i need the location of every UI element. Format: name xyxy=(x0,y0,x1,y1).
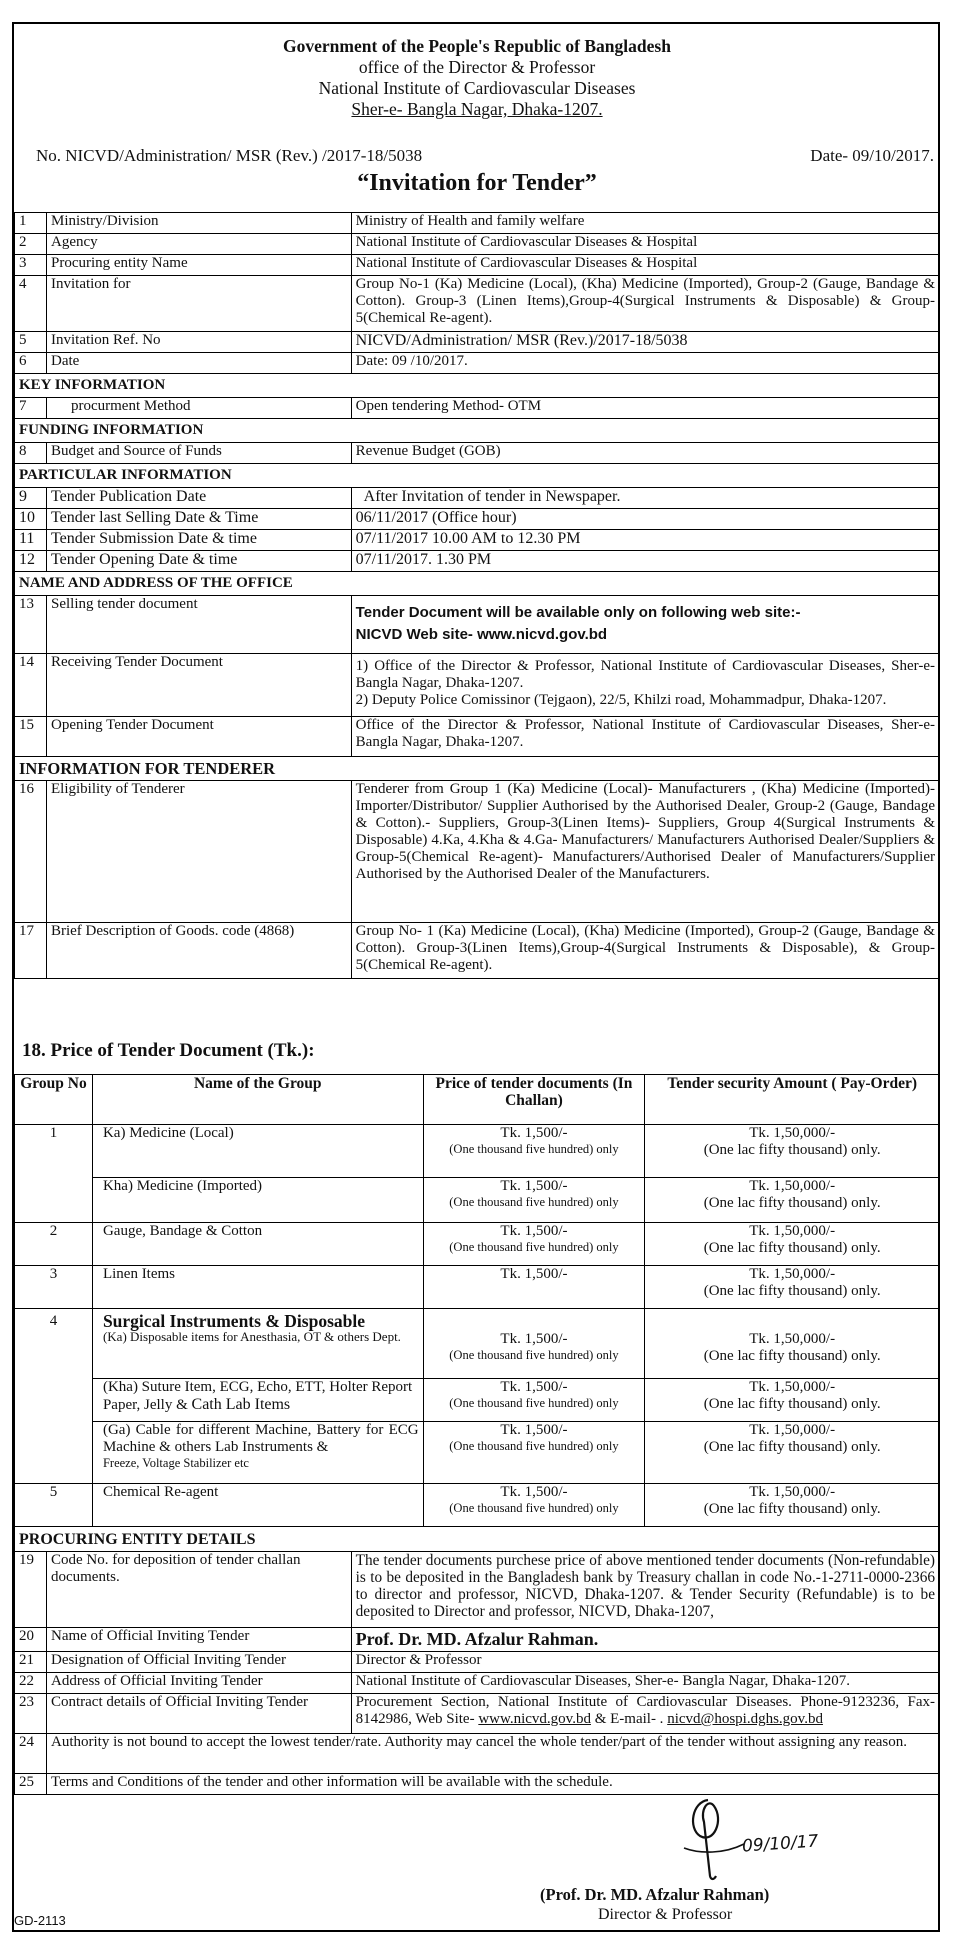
price-words: (One thousand five hundred) only xyxy=(449,1240,619,1254)
table-row xyxy=(15,1422,940,1484)
group-4-ka: (Ka) Disposable items for Anesthasia, OT & others Dept. xyxy=(102,1329,401,1344)
row-label: Code No. for deposition of tender challan documents. xyxy=(46,1552,351,1628)
funding-info-heading: FUNDING INFORMATION xyxy=(15,419,940,443)
reference-number: No. NICVD/Administration/ MSR (Rev.) /2017-18/5038 xyxy=(36,146,423,165)
price-cell xyxy=(423,1309,645,1379)
row-no: 7 xyxy=(15,398,47,419)
security-amount: Tk. 1,50,000/- xyxy=(749,1178,836,1194)
row-label: Invitation for xyxy=(46,276,351,332)
table-row xyxy=(15,255,940,276)
row-value: Director & Professor xyxy=(351,1652,939,1673)
row-no: 23 xyxy=(15,1694,47,1734)
row-value: Open tendering Method- OTM xyxy=(351,398,939,419)
institute-line: National Institute of Cardiovascular Diseases xyxy=(318,78,636,98)
col-group-no: Group No xyxy=(15,1075,93,1125)
price-section-heading: 18. Price of Tender Document (Tk.): xyxy=(22,1040,315,1061)
security-words: (One lac fifty thousand) only. xyxy=(703,1240,881,1256)
price-cell xyxy=(423,1484,645,1527)
address-line: Sher-e- Bangla Nagar, Dhaka-1207. xyxy=(351,99,603,119)
table-row xyxy=(15,654,940,717)
row-label: Procuring entity Name xyxy=(46,255,351,276)
table-row xyxy=(15,1309,940,1379)
group-4-ga: (Ga) Cable for different Machine, Battery for ECG Machine & others Lab Instruments & xyxy=(102,1422,419,1455)
procuring-heading: PROCURING ENTITY DETAILS xyxy=(15,1527,940,1552)
govt-line: Government of the People's Republic of Bangladesh xyxy=(283,36,671,56)
page-title: “Invitation for Tender” xyxy=(357,170,597,196)
row-no: 22 xyxy=(15,1673,47,1694)
section-heading-row xyxy=(15,374,940,398)
row-value: NICVD/Administration/ MSR (Rev.)/2017-18/5038 xyxy=(351,332,939,353)
table-row xyxy=(15,923,940,979)
row-label: Brief Description of Goods. code (4868) xyxy=(46,923,351,979)
row-value: Date: 09 /10/2017. xyxy=(351,353,939,374)
table-row xyxy=(15,1379,940,1422)
price-cell xyxy=(423,1223,645,1266)
group-no: 1 xyxy=(15,1125,93,1223)
price-header-row xyxy=(15,1075,940,1125)
row-value: Prof. Dr. MD. Afzalur Rahman. xyxy=(351,1628,939,1652)
row-label: Designation of Official Inviting Tender xyxy=(46,1652,351,1673)
row-no: 25 xyxy=(15,1774,47,1795)
price-words: (One thousand five hundred) only xyxy=(449,1439,619,1453)
procuring-entity-table xyxy=(14,1526,940,1795)
row-no: 13 xyxy=(15,596,47,654)
row-no: 17 xyxy=(15,923,47,979)
security-words: (One lac fifty thousand) only. xyxy=(703,1142,881,1158)
row-value: National Institute of Cardiovascular Diseases, Sher-e- Bangla Nagar, Dhaka-1207. xyxy=(351,1673,939,1694)
price-cell xyxy=(423,1422,645,1484)
letterhead xyxy=(0,36,954,120)
section-heading-row xyxy=(15,757,940,781)
price-amount: Tk. 1,500/- xyxy=(500,1484,568,1500)
row-label: Selling tender document xyxy=(46,596,351,654)
receiving-office-1: 1) Office of the Director & Professor, National Institute of Cardiovascular Diseases, Sher-e- Bangla Nagar, Dhaka-1207. xyxy=(355,658,935,691)
row-value: Ministry of Health and family welfare xyxy=(351,213,939,234)
table-row xyxy=(15,398,940,419)
row-label: Receiving Tender Document xyxy=(46,654,351,717)
table-row xyxy=(15,1673,940,1694)
section-heading-row xyxy=(15,572,940,596)
table-row xyxy=(15,1552,940,1628)
row-no: 5 xyxy=(15,332,47,353)
row-value: Group No- 1 (Ka) Medicine (Local), (Kha) Medicine (Imported), Group-2 (Gauge, Bandage & Cotton). Group-3(Linen Items),Group-4(Surgical Instruments & Disposable), & Group-5(Chemical Re-agent). xyxy=(351,923,939,979)
price-amount: Tk. 1,500/- xyxy=(500,1331,568,1347)
table-row xyxy=(15,488,940,509)
section-heading-row xyxy=(15,419,940,443)
price-cell xyxy=(423,1379,645,1422)
table-row xyxy=(15,1125,940,1178)
security-words: (One lac fifty thousand) only. xyxy=(703,1283,881,1299)
security-amount: Tk. 1,50,000/- xyxy=(749,1379,836,1395)
row-value: 07/11/2017 10.00 AM to 12.30 PM xyxy=(351,530,939,551)
row-no: 20 xyxy=(15,1628,47,1652)
security-cell xyxy=(645,1178,940,1223)
website-link[interactable]: NICVD Web site- www.nicvd.gov.bd xyxy=(355,626,608,643)
row-no: 2 xyxy=(15,234,47,255)
group-4-kha: (Kha) Suture Item, ECG, Echo, ETT, Holter Report Paper, Jelly & xyxy=(102,1379,413,1413)
row-label: Invitation Ref. No xyxy=(46,332,351,353)
row-label: Date xyxy=(46,353,351,374)
group-name: Kha) Medicine (Imported) xyxy=(92,1178,423,1223)
security-words: (One lac fifty thousand) only. xyxy=(703,1348,881,1364)
row-label: Name of Official Inviting Tender xyxy=(46,1628,351,1652)
price-amount: Tk. 1,500/- xyxy=(500,1178,568,1194)
security-cell xyxy=(645,1379,940,1422)
row-no: 24 xyxy=(15,1734,47,1774)
footer-code: GD-2113 xyxy=(14,1913,66,1928)
office-line: office of the Director & Professor xyxy=(358,57,596,77)
row-value xyxy=(351,654,939,717)
row-value: National Institute of Cardiovascular Diseases & Hospital xyxy=(351,234,939,255)
row-label: Tender Submission Date & time xyxy=(46,530,351,551)
row-label: Contract details of Official Inviting Tender xyxy=(46,1694,351,1734)
row-value: The tender documents purchese price of above mentioned tender documents (Non-refundable) is to be deposited in the Bangladesh bank by Treasury challan in code No.-1-2711-0000-2366 to director and professor, NICVD, Dhaka-1207. & Tender Security (Refundable) is to be deposited to Director and professor, NICVD, Dhaka-1207, xyxy=(351,1552,939,1628)
row-label: Address of Official Inviting Tender xyxy=(46,1673,351,1694)
section-heading-row xyxy=(15,1527,940,1552)
col-price: Price of tender documents (In Challan) xyxy=(423,1075,645,1125)
table-row xyxy=(15,781,940,923)
row-value: Terms and Conditions of the tender and other information will be available with the schedule. xyxy=(46,1774,939,1795)
tenderer-heading: INFORMATION FOR TENDERER xyxy=(15,757,940,781)
row-value: Group No-1 (Ka) Medicine (Local), (Kha) Medicine (Imported), Group-2 (Gauge, Bandage & Cotton). Group-3 (Linen Items),Group-4(Surgical Instruments & Disposable) & Group-5(Chemical Re-agent). xyxy=(351,276,939,332)
table-row xyxy=(15,596,940,654)
row-value: 07/11/2017. 1.30 PM xyxy=(351,551,939,572)
price-cell xyxy=(423,1266,645,1309)
row-label: Agency xyxy=(46,234,351,255)
row-no: 14 xyxy=(15,654,47,717)
price-amount: Tk. 1,500/- xyxy=(500,1266,568,1282)
table-row xyxy=(15,443,940,464)
group-name: Linen Items xyxy=(92,1266,423,1309)
group-no: 2 xyxy=(15,1223,93,1266)
security-amount: Tk. 1,50,000/- xyxy=(749,1223,836,1239)
row-no: 10 xyxy=(15,509,47,530)
group-name: Gauge, Bandage & Cotton xyxy=(92,1223,423,1266)
row-no: 6 xyxy=(15,353,47,374)
table-row xyxy=(15,1628,940,1652)
security-amount: Tk. 1,50,000/- xyxy=(749,1331,836,1347)
row-no: 3 xyxy=(15,255,47,276)
row-no: 21 xyxy=(15,1652,47,1673)
price-words: (One thousand five hundred) only xyxy=(449,1396,619,1410)
group-name: Ka) Medicine (Local) xyxy=(92,1125,423,1178)
row-value: Office of the Director & Professor, National Institute of Cardiovascular Diseases, Sher-e- Bangla Nagar, Dhaka-1207. xyxy=(351,717,939,757)
row-no: 12 xyxy=(15,551,47,572)
price-amount: Tk. 1,500/- xyxy=(500,1223,568,1239)
receiving-office-2: 2) Deputy Police Comissinor (Tejgaon), 22/5, Khilzi road, Mohammadpur, Dhaka-1207. xyxy=(355,692,887,708)
tender-info-table xyxy=(14,212,940,979)
security-cell xyxy=(645,1125,940,1178)
price-amount: Tk. 1,500/- xyxy=(500,1379,568,1395)
security-cell xyxy=(645,1484,940,1527)
price-amount: Tk. 1,500/- xyxy=(500,1125,568,1141)
row-value: 06/11/2017 (Office hour) xyxy=(351,509,939,530)
table-row xyxy=(15,509,940,530)
row-value: After Invitation of tender in Newspaper. xyxy=(351,488,939,509)
table-row xyxy=(15,530,940,551)
group-4-ga-extra: Freeze, Voltage Stabilizer etc xyxy=(102,1456,249,1470)
price-table xyxy=(14,1074,940,1527)
price-amount: Tk. 1,500/- xyxy=(500,1422,568,1438)
security-cell xyxy=(645,1309,940,1379)
group-name xyxy=(92,1379,423,1422)
row-no: 9 xyxy=(15,488,47,509)
price-words: (One thousand five hundred) only xyxy=(449,1501,619,1515)
row-label: Tender last Selling Date & Time xyxy=(46,509,351,530)
signatory-name: (Prof. Dr. MD. Afzalur Rahman) xyxy=(540,1885,770,1904)
price-cell xyxy=(423,1125,645,1178)
table-row xyxy=(15,1484,940,1527)
signatory-designation: Director & Professor xyxy=(598,1906,733,1923)
signature-date: 09/10/17 xyxy=(741,1831,819,1857)
row-no: 16 xyxy=(15,781,47,923)
table-row xyxy=(15,1178,940,1223)
security-cell xyxy=(645,1422,940,1484)
office-heading: NAME AND ADDRESS OF THE OFFICE xyxy=(15,572,940,596)
table-row xyxy=(15,234,940,255)
section-heading-row xyxy=(15,464,940,488)
table-row xyxy=(15,1774,940,1795)
row-label: Tender Opening Date & time xyxy=(46,551,351,572)
row-label: Tender Publication Date xyxy=(46,488,351,509)
security-amount: Tk. 1,50,000/- xyxy=(749,1422,836,1438)
table-row xyxy=(15,717,940,757)
table-row xyxy=(15,276,940,332)
row-value: Authority is not bound to accept the lowest tender/rate. Authority may cancel the whole tender/part of the tender without assigning any reason. xyxy=(46,1734,939,1774)
row-no: 15 xyxy=(15,717,47,757)
group-4-kha-cath: Cath Lab Items xyxy=(191,1396,291,1413)
security-amount: Tk. 1,50,000/- xyxy=(749,1125,836,1141)
row-value: Tenderer from Group 1 (Ka) Medicine (Local)- Manufacturers , (Kha) Medicine (Imported)- Importer/Distributor/ Supplier Authorised by the Authorised Dealer, Group-2 (Gauge, Bandage & Cotton).- Suppliers, Group-3(Linen Items)- Suppliers, Group 4(Surgical Instruments & Disposable) 4.Ka, 4.Kha & 4.Ga- Manufacturers/ Manufacturers Authorised Dealer/Suppliers & Group-5(Chemical Re-agent)- Manufacturers/Authorised Dealer of Manufacturers/Supplier Authorised by the Authorised Dealer of the Manufacturers. xyxy=(351,781,939,923)
email-link[interactable]: nicvd@hospi.dghs.gov.bd xyxy=(667,1711,823,1727)
document-date: Date- 09/10/2017. xyxy=(810,146,934,165)
table-row xyxy=(15,1223,940,1266)
group-4-title: Surgical Instruments & Disposable xyxy=(102,1311,365,1331)
particular-info-heading: PARTICULAR INFORMATION xyxy=(15,464,940,488)
table-row xyxy=(15,213,940,234)
row-value xyxy=(351,596,939,654)
website-link[interactable]: www.nicvd.gov.bd xyxy=(478,1711,591,1727)
security-amount: Tk. 1,50,000/- xyxy=(749,1484,836,1500)
group-no: 5 xyxy=(15,1484,93,1527)
col-group-name: Name of the Group xyxy=(92,1075,423,1125)
group-no: 3 xyxy=(15,1266,93,1309)
row-no: 8 xyxy=(15,443,47,464)
price-cell xyxy=(423,1178,645,1223)
price-words: (One thousand five hundred) only xyxy=(449,1348,619,1362)
group-name: Chemical Re-agent xyxy=(92,1484,423,1527)
table-row xyxy=(15,1734,940,1774)
col-security: Tender security Amount ( Pay-Order) xyxy=(645,1075,940,1125)
row-no: 11 xyxy=(15,530,47,551)
table-row xyxy=(15,1266,940,1309)
table-row xyxy=(15,1652,940,1673)
security-words: (One lac fifty thousand) only. xyxy=(703,1439,881,1455)
row-value xyxy=(351,1694,939,1734)
group-name xyxy=(92,1422,423,1484)
table-row xyxy=(15,332,940,353)
security-cell xyxy=(645,1223,940,1266)
price-words: (One thousand five hundred) only xyxy=(449,1142,619,1156)
row-value: Revenue Budget (GOB) xyxy=(351,443,939,464)
row-label: Opening Tender Document xyxy=(46,717,351,757)
row-value: National Institute of Cardiovascular Diseases & Hospital xyxy=(351,255,939,276)
contact-details: Procurement Section, National Institute of Cardiovascular Diseases. Phone-9123236, Fax-8142986, Web Site- xyxy=(355,1694,935,1727)
row-label: Budget and Source of Funds xyxy=(46,443,351,464)
row-label: procurment Method xyxy=(46,398,351,419)
table-row xyxy=(15,1694,940,1734)
website-notice: Tender Document will be available only on following web site:- xyxy=(355,604,801,621)
row-no: 1 xyxy=(15,213,47,234)
security-cell xyxy=(645,1266,940,1309)
key-info-heading: KEY INFORMATION xyxy=(15,374,940,398)
table-row xyxy=(15,353,940,374)
row-label: Eligibility of Tenderer xyxy=(46,781,351,923)
row-no: 4 xyxy=(15,276,47,332)
table-row xyxy=(15,551,940,572)
row-no: 19 xyxy=(15,1552,47,1628)
security-amount: Tk. 1,50,000/- xyxy=(749,1266,836,1282)
security-words: (One lac fifty thousand) only. xyxy=(703,1396,881,1412)
security-words: (One lac fifty thousand) only. xyxy=(703,1195,881,1211)
price-words: (One thousand five hundred) only xyxy=(449,1195,619,1209)
security-words: (One lac fifty thousand) only. xyxy=(703,1501,881,1517)
group-no: 4 xyxy=(15,1309,93,1484)
row-label: Ministry/Division xyxy=(46,213,351,234)
contact-email-label: & E-mail- . xyxy=(590,1711,668,1727)
group-name xyxy=(92,1309,423,1379)
